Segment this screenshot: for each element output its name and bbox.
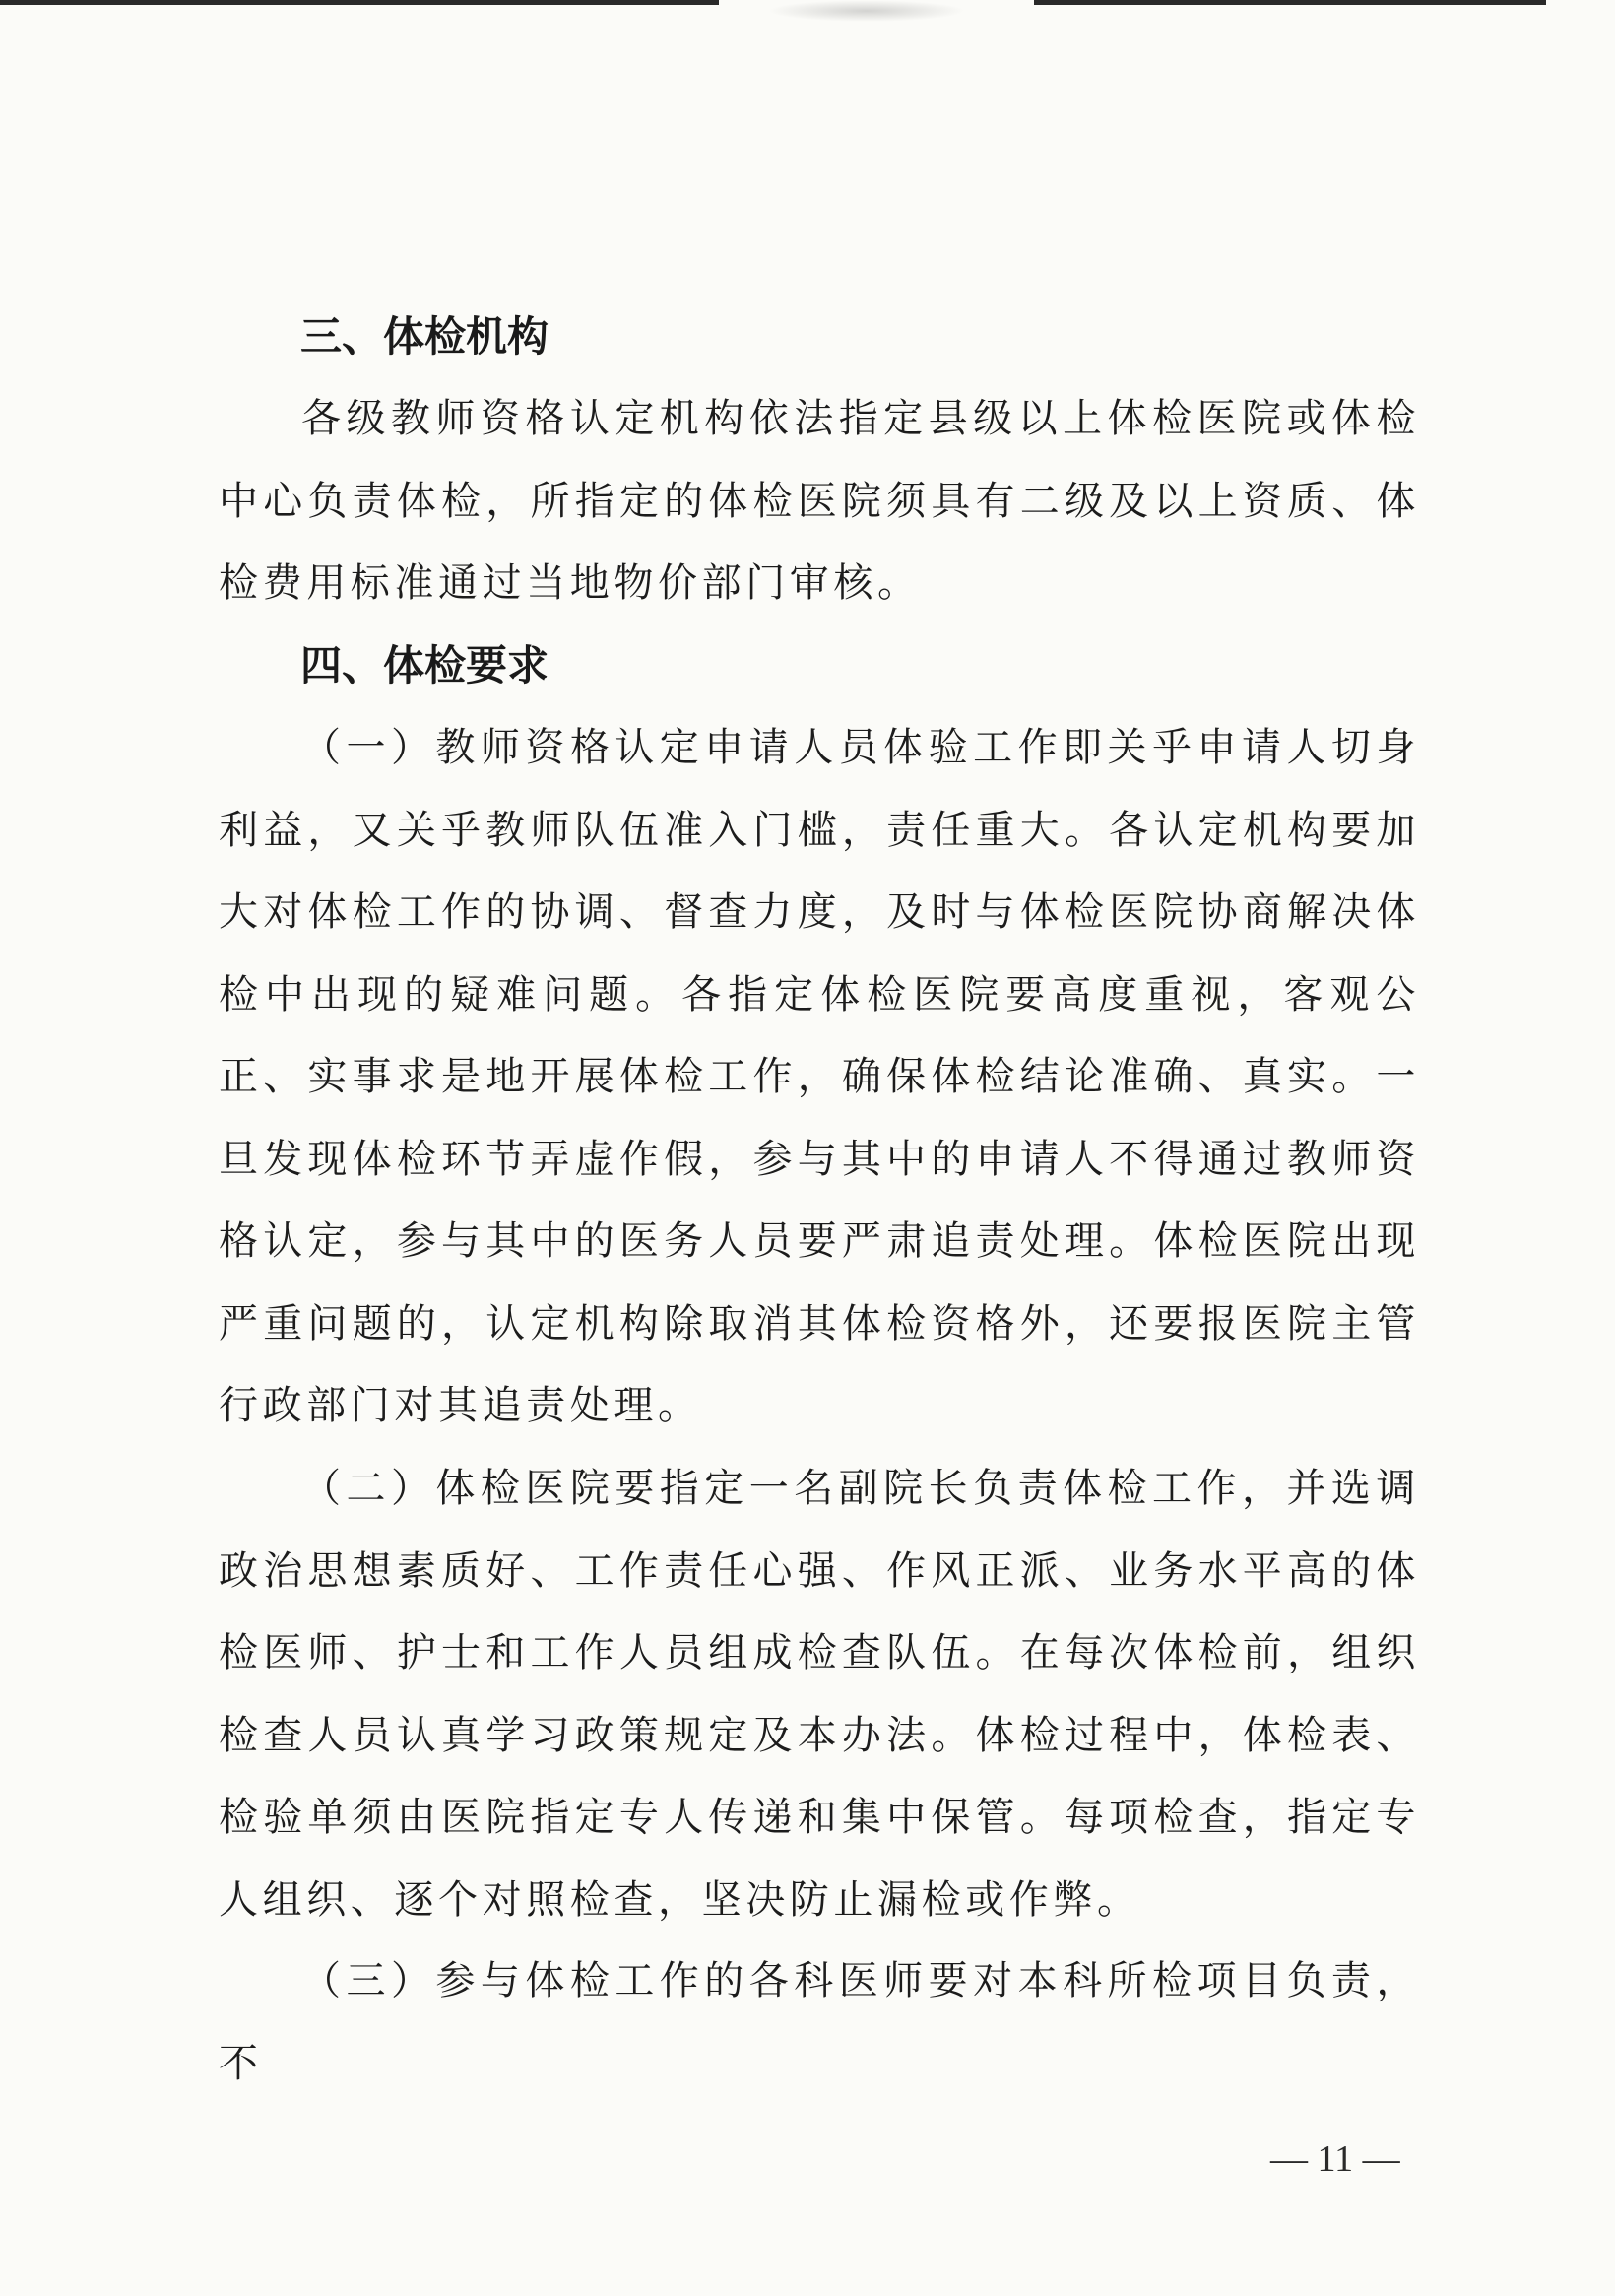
section-heading-4: 四、体检要求 (300, 641, 549, 689)
scan-edge-mark (0, 0, 719, 5)
section-4-paragraph-1: （一）教师资格认定申请人员体验工作即关乎申请人切身利益，又关乎教师队伍准入门槛，责任重大。各认定机构要加大对体检工作的协调、督查力度，及时与体检医院协商解决体检中出现的疑难问题。各指定体检医院要高度重视，客观公正、实事求是地开展体检工作，确保体检结论准确、真实。一旦发现体检环节弄虚作假，参与其中的申请人不得通过教师资格认定，参与其中的医务人员要严肃追责处理。体检医院出现严重问题的，认定机构除取消其体检资格外，还要报医院主管行政部门对其追责处理。 (219, 725, 1420, 1428)
section-4-paragraph-3: （三）参与体检工作的各科医师要对本科所检项目负责，不 (219, 1958, 1420, 2086)
section-4-paragraph-2: （二）体检医院要指定一名副院长负责体检工作，并选调政治思想素质好、工作责任心强、作风正派、业务水平高的体检医师、护士和工作人员组成检查队伍。在每次体检前，组织检查人员认真学习政策规定及本办法。体检过程中，体检表、检验单须由医院指定专人传递和集中保管。每项检查，指定专人组织、逐个对照检查，坚决防止漏检或作弊。 (219, 1466, 1420, 1923)
section-heading-3: 三、体检机构 (300, 312, 549, 361)
section-3-paragraph: 各级教师资格认定机构依法指定县级以上体检医院或体检中心负责体检，所指定的体检医院须具有二级及以上资质、体检费用标准通过当地物价部门审核。 (219, 396, 1420, 606)
page-number: — 11 — (1270, 2138, 1400, 2180)
scan-edge-mark (1034, 0, 1546, 5)
scan-smudge (768, 0, 965, 22)
